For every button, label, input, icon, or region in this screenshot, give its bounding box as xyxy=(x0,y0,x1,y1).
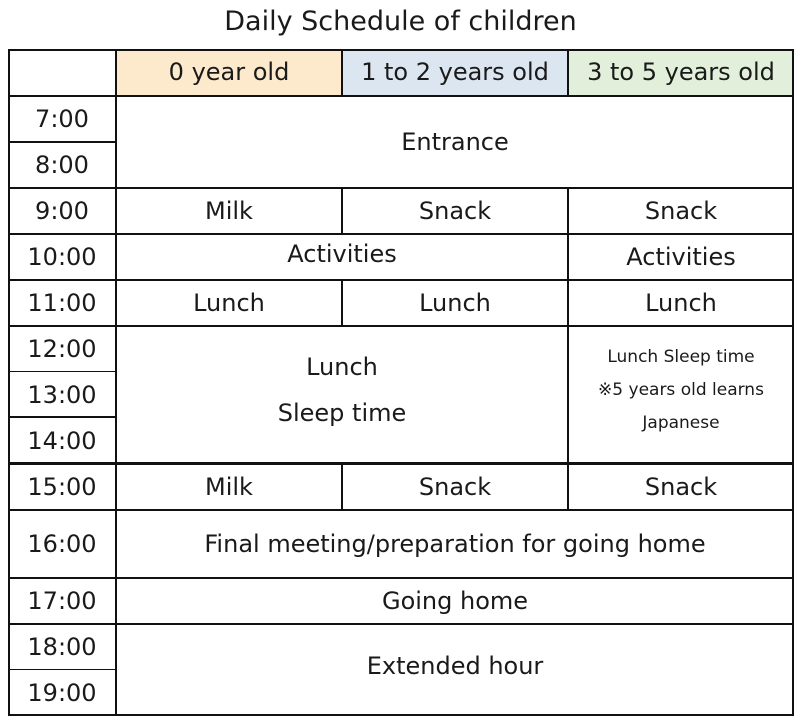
grid-line xyxy=(8,141,116,143)
entrance-cell: Entrance xyxy=(401,127,509,156)
time-7-00: 7:00 xyxy=(35,104,89,133)
snack-15-1-2-cell: Snack xyxy=(418,472,492,501)
lunch-3-5-cell: Lunch xyxy=(645,288,717,317)
grid-line xyxy=(8,509,794,511)
time-15-00: 15:00 xyxy=(27,472,97,501)
time-11-00: 11:00 xyxy=(27,288,97,317)
lunch-1-2-cell: Lunch xyxy=(419,288,491,317)
grid-line xyxy=(115,49,117,716)
time-16-00: 16:00 xyxy=(27,529,97,558)
activities-0-2-cell: Activities xyxy=(287,239,397,268)
time-10-00: 10:00 xyxy=(27,242,97,271)
grid-line xyxy=(8,325,794,327)
time-12-00: 12:00 xyxy=(27,334,97,363)
older-note-line-2: ※5 years old learns xyxy=(598,379,764,400)
grid-line xyxy=(341,280,343,326)
grid-line xyxy=(8,95,794,97)
lunch-sleep-line-2: Sleep time xyxy=(277,399,407,427)
grid-line xyxy=(8,233,794,235)
time-17-00: 17:00 xyxy=(27,586,97,615)
extended-hour-cell: Extended hour xyxy=(366,651,544,680)
time-9-00: 9:00 xyxy=(35,196,89,225)
grid-line xyxy=(341,49,343,96)
grid-line xyxy=(341,464,343,510)
going-home-cell: Going home xyxy=(381,586,529,615)
grid-line xyxy=(341,188,343,234)
header-0-year-old: 0 year old xyxy=(116,49,342,96)
snack-9-3-5-cell: Snack xyxy=(644,196,718,225)
lunch-sleep-3-5-cell xyxy=(568,340,794,440)
older-note-line-3: Japanese xyxy=(642,412,720,433)
grid-line xyxy=(567,49,569,96)
grid-line xyxy=(8,577,794,579)
grid-line xyxy=(8,279,794,281)
time-14-00: 14:00 xyxy=(27,426,97,455)
header-1-to-2-years-old: 1 to 2 years old xyxy=(342,49,568,96)
grid-line xyxy=(8,187,794,189)
grid-line xyxy=(8,416,116,418)
grid-line xyxy=(8,371,116,372)
snack-15-3-5-cell: Snack xyxy=(644,472,718,501)
final-meeting-cell: Final meeting/preparation for going home xyxy=(204,529,706,558)
time-19-00: 19:00 xyxy=(27,678,97,707)
lunch-0-cell: Lunch xyxy=(193,288,265,317)
lunch-sleep-0-2-cell xyxy=(116,344,568,436)
grid-line xyxy=(8,669,116,670)
time-18-00: 18:00 xyxy=(27,632,97,661)
lunch-sleep-line-1: Lunch xyxy=(306,353,378,381)
page-title: Daily Schedule of children xyxy=(224,6,577,37)
older-note-line-1: Lunch Sleep time xyxy=(607,346,755,367)
time-13-00: 13:00 xyxy=(27,380,97,409)
time-8-00: 8:00 xyxy=(35,150,89,179)
grid-line xyxy=(8,462,794,465)
snack-9-1-2-cell: Snack xyxy=(418,196,492,225)
header-corner xyxy=(8,49,116,96)
milk-9-cell: Milk xyxy=(205,196,253,225)
header-3-to-5-years-old: 3 to 5 years old xyxy=(568,49,794,96)
milk-15-cell: Milk xyxy=(205,472,253,501)
activities-3-5-cell: Activities xyxy=(626,242,736,271)
grid-line xyxy=(8,623,794,625)
